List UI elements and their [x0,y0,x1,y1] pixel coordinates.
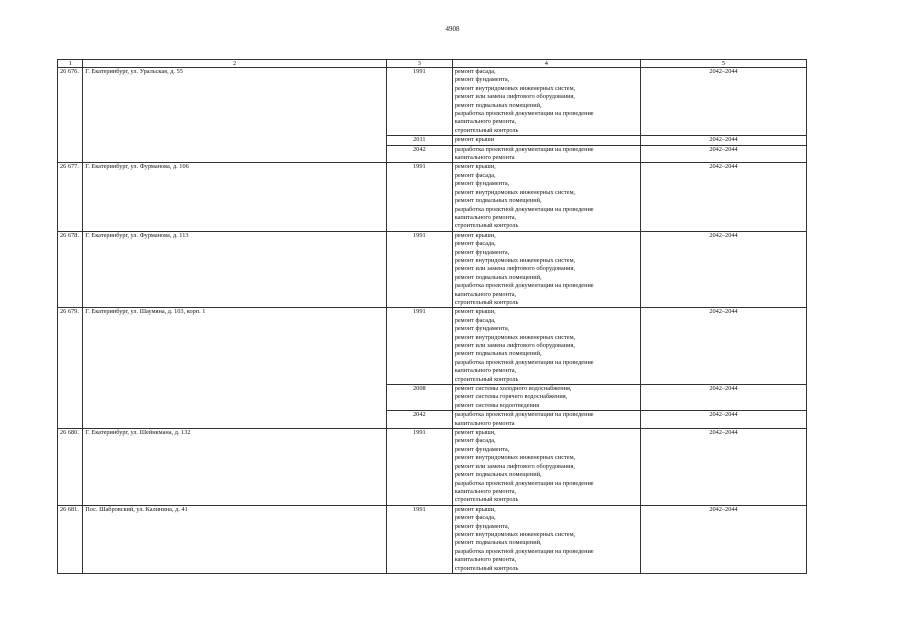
work-item: ремонт фасада, [454,171,496,179]
work-item: ремонт фасада, [454,68,496,75]
work-item: ремонт или замена лифтового оборудования, [454,93,575,101]
page-number: 4908 [445,25,460,33]
works-cell [452,505,640,573]
year-cell: 1991 [386,308,452,385]
year-cell: 1991 [386,505,452,573]
work-item: ремонт системы холодного водоснабжения, [454,385,572,393]
work-item: ремонт внутридомовых инженерных систем, [454,188,576,196]
work-item: ремонт подвальных помещений, [454,350,542,358]
record-number: 26 676. [58,68,83,163]
column-header: 2 [83,60,387,68]
work-item: ремонт фундамента, [454,445,510,453]
period-cell: 2042–2044 [640,68,806,136]
work-item: ремонт крыши, [454,505,496,513]
works-cell [452,429,640,506]
table-row [58,308,807,385]
work-item: ремонт внутридомовых инженерных систем, [454,530,576,538]
work-item: ремонт фундамента, [454,248,510,256]
table-row [58,68,807,136]
table-body [58,60,807,574]
work-item: капитального ремонта [454,154,515,162]
table-row [58,163,807,231]
works-cell [452,145,640,163]
period-cell: 2042–2044 [640,231,806,308]
work-item: разработка проектной документации на проведение [454,205,594,213]
period-cell: 2042–2044 [640,505,806,573]
period-cell: 2042–2044 [640,429,806,506]
work-item: капитального ремонта, [454,213,517,221]
work-item: строительный контроль [454,126,519,134]
record-number: 26 679. [58,308,83,429]
year-cell: 2011 [386,136,452,145]
works-cell [452,163,640,231]
works-cell [452,231,640,308]
work-item: разработка проектной документации на проведение [454,282,594,290]
address-cell: Г. Екатеринбург, ул. Шаумяна, д. 103, корп. 1 [83,308,387,429]
work-item: ремонт или замена лифтового оборудования, [454,342,575,349]
work-item: ремонт фундамента, [454,180,510,188]
work-item: ремонт крыши, [454,429,496,437]
work-item: ремонт подвальных помещений, [454,101,542,109]
work-item: ремонт внутридомовых инженерных систем, [454,454,576,462]
work-item: строительный контроль [454,564,519,572]
record-number: 26 681. [58,505,83,573]
work-item: капитального ремонта, [454,487,517,495]
work-item: строительный контроль [454,375,519,383]
work-item: ремонт подвальных помещений, [454,471,542,479]
year-cell: 1991 [386,429,452,506]
works-cell [452,308,640,385]
repair-schedule-table [57,59,807,574]
work-item: капитального ремонта, [454,118,517,126]
period-cell: 2042–2044 [640,411,806,429]
year-cell: 1991 [386,231,452,308]
work-item: ремонт фундамента, [454,325,510,333]
record-number: 26 680. [58,429,83,506]
table-row [58,231,807,308]
work-item: разработка проектной документации на проведение [454,145,594,153]
column-header: 4 [452,60,640,68]
work-item: капитального ремонта, [454,556,517,564]
period-cell: 2042–2044 [640,385,806,411]
header-row [58,60,807,68]
work-item: ремонт крыши, [454,231,496,239]
work-item: ремонт или замена лифтового оборудования, [454,265,575,273]
period-cell: 2042–2044 [640,136,806,145]
work-item: капитального ремонта [454,419,515,427]
work-item: строительный контроль [454,222,519,230]
address-cell: Г. Екатеринбург, ул. Фурманова, д. 106 [83,163,387,231]
address-cell: Пос. Шабровский, ул. Калинина, д. 41 [83,505,387,573]
record-number: 26 677. [58,163,83,231]
works-cell [452,385,640,411]
work-item: ремонт крыши [454,136,495,144]
work-item: капитального ремонта, [454,367,517,375]
work-item: ремонт фундамента, [454,522,510,530]
table-row [58,505,807,573]
year-cell: 1991 [386,163,452,231]
year-cell: 2008 [386,385,452,411]
work-item: ремонт фасада, [454,437,496,445]
work-item: ремонт или замена лифтового оборудования, [454,462,575,470]
address-cell: Г. Екатеринбург, ул. Шейнкмана, д. 132 [83,429,387,506]
works-cell [452,68,640,136]
work-item: разработка проектной документации на проведение [454,411,594,419]
work-item: ремонт фасада, [454,316,496,324]
address-cell: Г. Екатеринбург, ул. Фурманова, д. 113 [83,231,387,308]
works-cell [452,411,640,429]
work-item: ремонт подвальных помещений, [454,197,542,205]
column-header: 5 [640,60,806,68]
work-item: ремонт системы горячего водоснабжения, [454,393,568,401]
address-cell: Г. Екатеринбург, ул. Уральская, д. 55 [83,68,387,163]
work-item: ремонт фасада, [454,514,496,522]
work-item: разработка проектной документации на проведение [454,547,594,555]
column-header: 3 [386,60,452,68]
year-cell: 2042 [386,145,452,163]
period-cell: 2042–2044 [640,163,806,231]
work-item: ремонт внутридомовых инженерных систем, [454,84,576,92]
work-item: капитального ремонта, [454,290,517,298]
work-item: ремонт крыши, [454,163,496,171]
works-cell [452,136,640,145]
work-item: разработка проектной документации на проведение [454,358,594,366]
year-cell: 2042 [386,411,452,429]
work-item: ремонт системы водоотведения [454,401,540,409]
record-number: 26 678. [58,231,83,308]
period-cell: 2042–2044 [640,308,806,385]
work-item: ремонт фундамента, [454,76,510,84]
work-item: ремонт подвальных помещений, [454,273,542,281]
work-item: строительный контроль [454,298,519,306]
table-row [58,429,807,506]
work-item: разработка проектной документации на проведение [454,110,594,118]
work-item: разработка проектной документации на проведение [454,479,594,487]
work-item: ремонт крыши, [454,308,496,316]
year-cell: 1991 [386,68,452,136]
work-item: ремонт подвальных помещений, [454,539,542,547]
work-item: ремонт внутридомовых инженерных систем, [454,256,576,264]
work-item: ремонт внутридомовых инженерных систем, [454,333,576,341]
work-item: строительный контроль [454,496,519,504]
work-item: ремонт фасада, [454,240,496,248]
column-header: 1 [58,60,83,68]
period-cell: 2042–2044 [640,145,806,163]
